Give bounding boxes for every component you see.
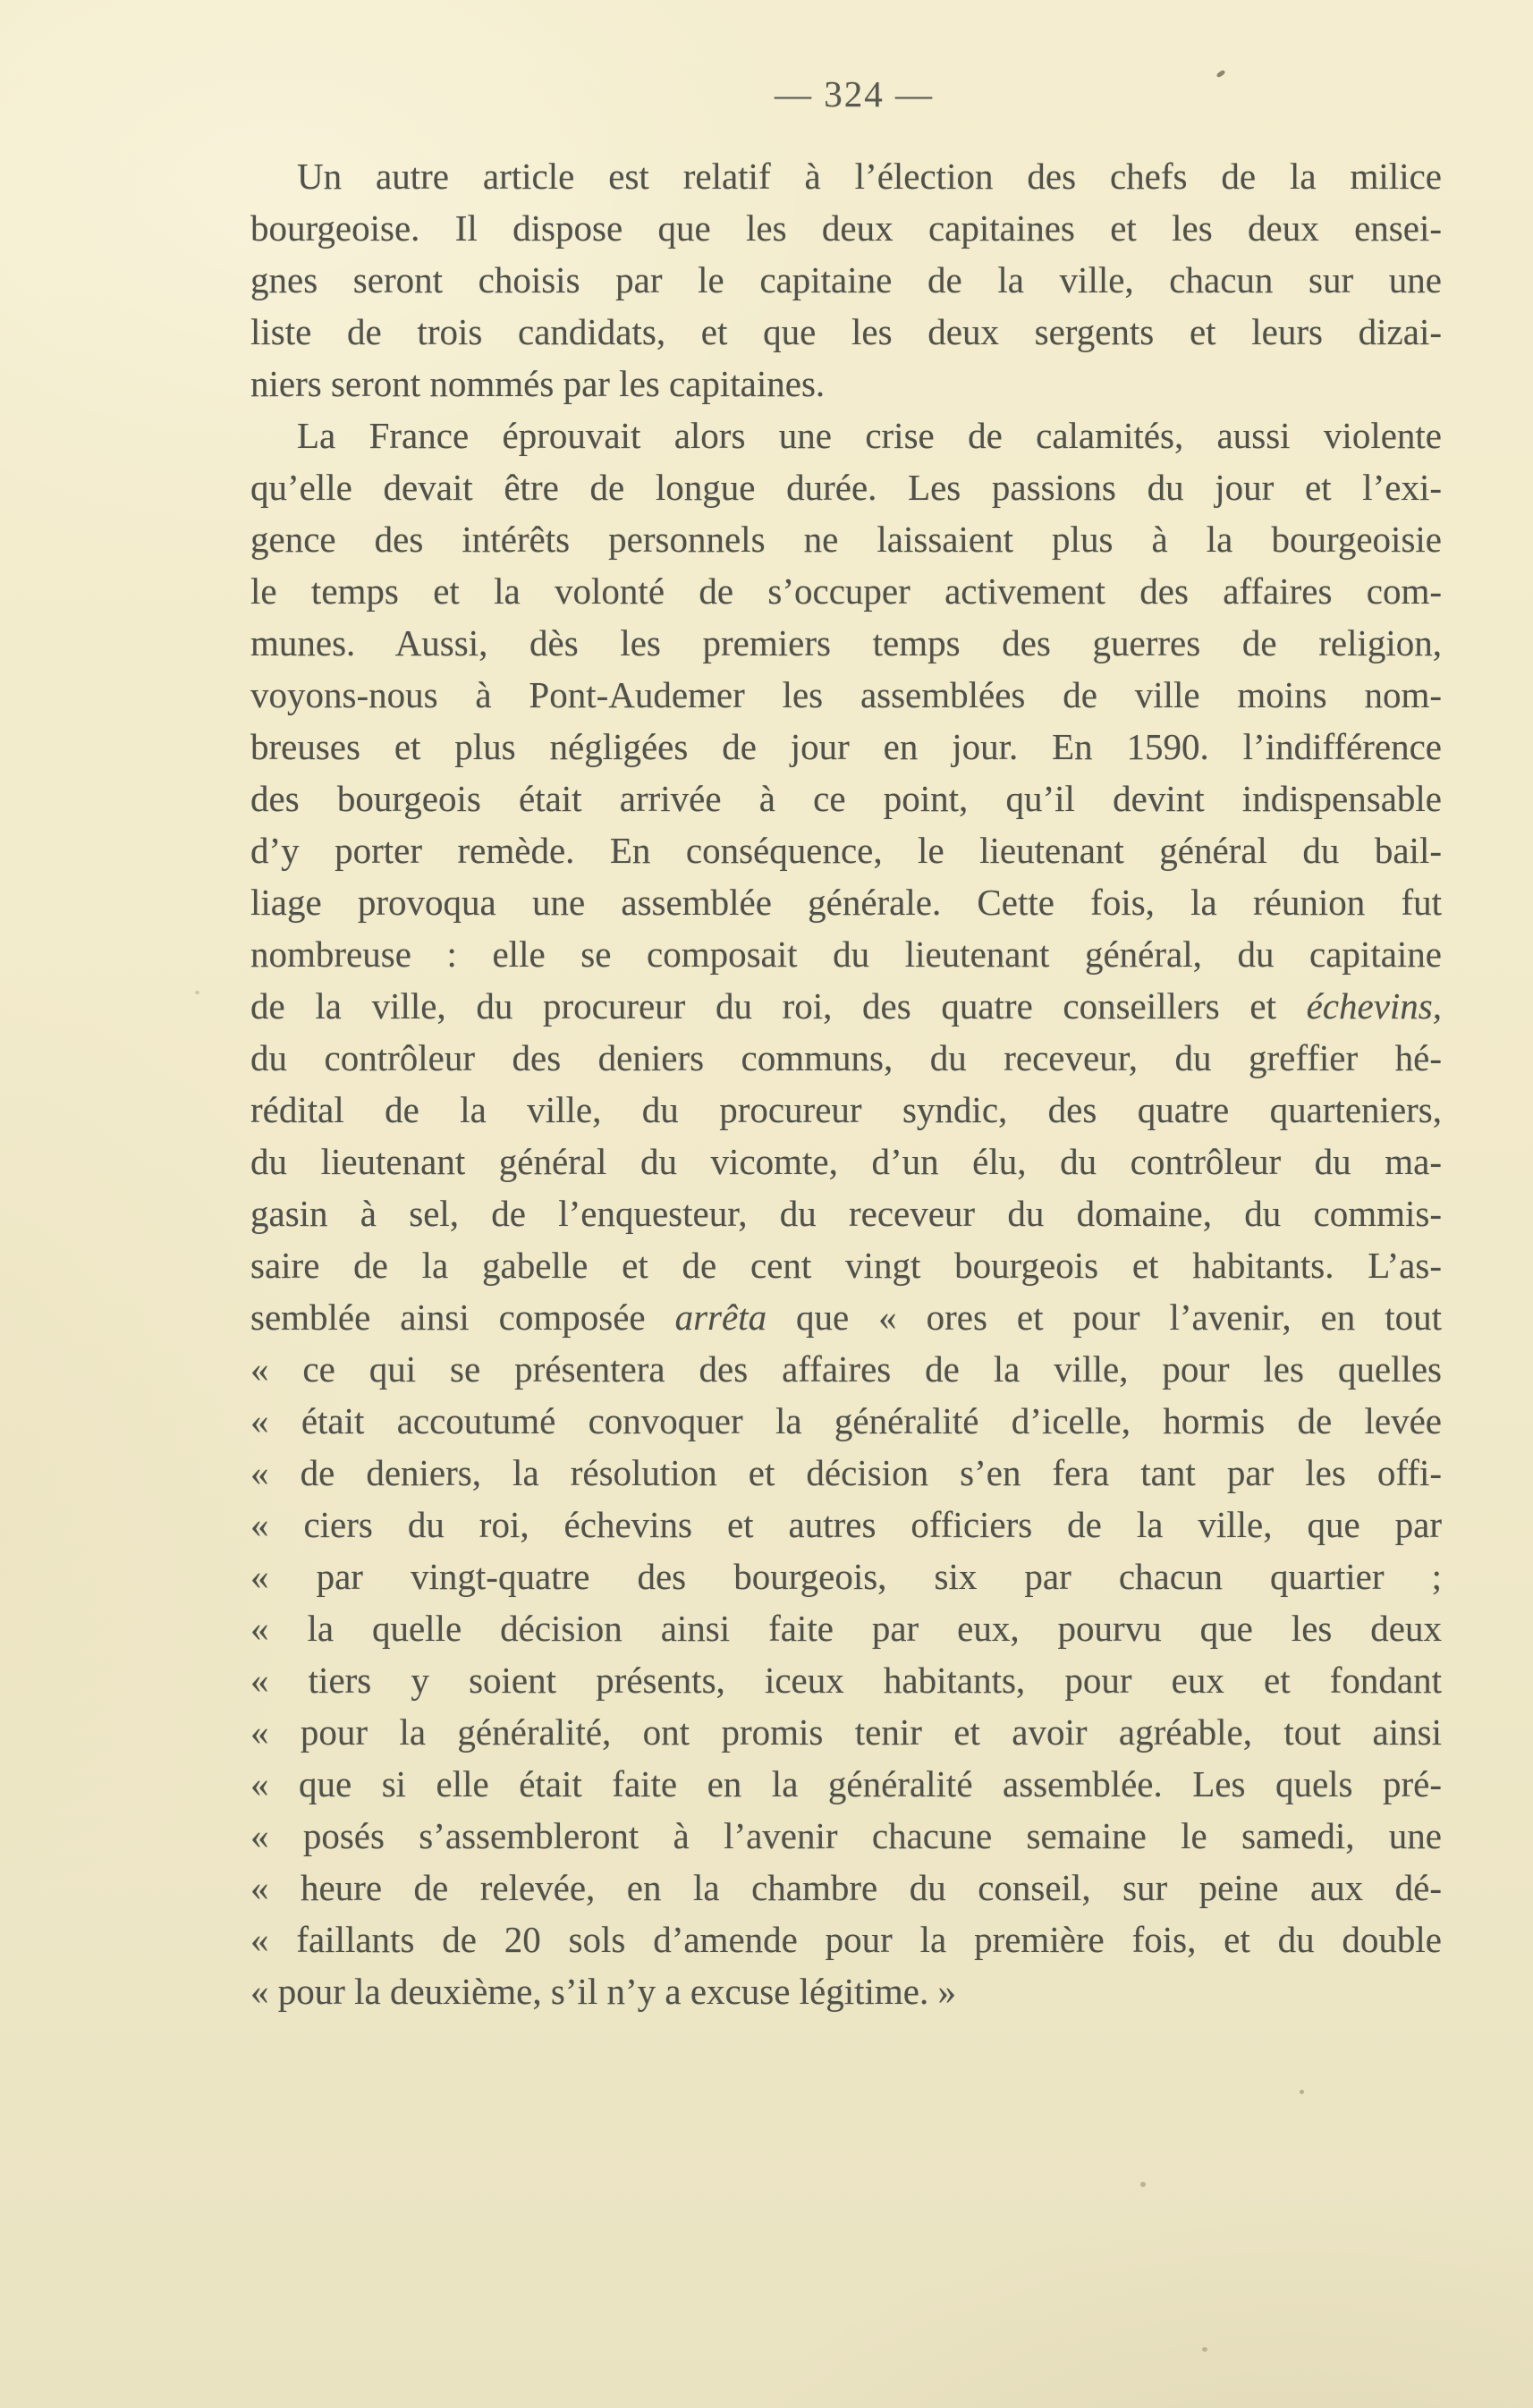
text-line: Un autre article est relatif à l’élection des chefs de la milice [297,156,1442,197]
text-line: semblée ainsi composée arrêta que « ores et pour l’avenir, en tout [250,1297,1442,1338]
text-line: nombreuse : elle se composait du lieutenant général, du capitaine [250,934,1442,975]
text-line: du lieutenant général du vicomte, d’un élu, du contrôleur du ma- [250,1141,1442,1182]
text-line: munes. Aussi, dès les premiers temps des guerres de religion, [250,622,1442,663]
scan-speck [1140,2182,1146,2187]
scan-speck [1300,2090,1304,2094]
text-line: liste de trois candidats, et que les deux sergents et leurs dizai- [250,311,1442,352]
text-line: le temps et la volonté de s’occuper activement des affaires com- [250,570,1442,612]
text-line: breuses et plus négligées de jour en jour. En 1590. l’indifférence [250,726,1442,767]
text-line: liage provoqua une assemblée générale. Cette fois, la réunion fut [250,882,1442,923]
text-line: « faillants de 20 sols d’amende pour la première fois, et du double [250,1919,1442,1960]
page-number-header: — 324 — [775,73,934,114]
text-line: « pour la généralité, ont promis tenir et avoir agréable, tout ainsi [250,1711,1442,1753]
text-line: gnes seront choisis par le capitaine de la ville, chacun sur une [250,259,1442,300]
text-line: « ciers du roi, échevins et autres officiers de la ville, que par [250,1504,1442,1545]
text-line: qu’elle devait être de longue durée. Les passions du jour et l’exi- [250,467,1442,508]
text-line: saire de la gabelle et de cent vingt bourgeois et habitants. L’as- [250,1245,1442,1286]
text-line: « de deniers, la résolution et décision s’en fera tant par les offi- [250,1452,1442,1493]
text-line: « que si elle était faite en la généralité assemblée. Les quels pré- [250,1763,1442,1804]
scan-speck [195,991,199,994]
text-line: d’y porter remède. En conséquence, le lieutenant général du bail- [250,830,1442,871]
text-line: rédital de la ville, du procureur syndic, des quatre quarteniers, [250,1089,1442,1130]
text-line: « la quelle décision ainsi faite par eux, pourvu que les deux [250,1608,1442,1649]
text-line: bourgeoise. Il dispose que les deux capitaines et les deux ensei- [250,207,1442,249]
text-line: gence des intérêts personnels ne laissaient plus à la bourgeoisie [250,519,1442,560]
text-line: voyons-nous à Pont-Audemer les assemblées de ville moins nom- [250,674,1442,715]
text-line: « heure de relevée, en la chambre du conseil, sur peine aux dé- [250,1867,1442,1908]
text-line: « était accoutumé convoquer la généralité d’icelle, hormis de levée [250,1400,1442,1441]
text-line: de la ville, du procureur du roi, des quatre conseillers et échevins, [250,985,1442,1027]
text-line: des bourgeois était arrivée à ce point, qu’il devint indispensable [250,778,1442,819]
text-line: « tiers y soient présents, iceux habitants, pour eux et fondant [250,1660,1442,1701]
scan-speck [1215,70,1225,79]
text-line: La France éprouvait alors une crise de calamités, aussi violente [297,415,1442,456]
text-line: niers seront nommés par les capitaines. [250,363,826,404]
text-line: gasin à sel, de l’enquesteur, du receveur du domaine, du commis- [250,1193,1442,1234]
text-line: « ce qui se présentera des affaires de la ville, pour les quelles [250,1348,1442,1390]
text-line: du contrôleur des deniers communs, du receveur, du greffier hé- [250,1037,1442,1078]
text-block [250,150,1442,2017]
text-line: « posés s’assembleront à l’avenir chacune semaine le samedi, une [250,1815,1442,1856]
text-line: « pour la deuxième, s’il n’y a excuse légitime. » [250,1971,957,2012]
text-line: « par vingt-quatre des bourgeois, six par chacun quartier ; [250,1556,1442,1597]
scan-speck [1202,2347,1207,2352]
